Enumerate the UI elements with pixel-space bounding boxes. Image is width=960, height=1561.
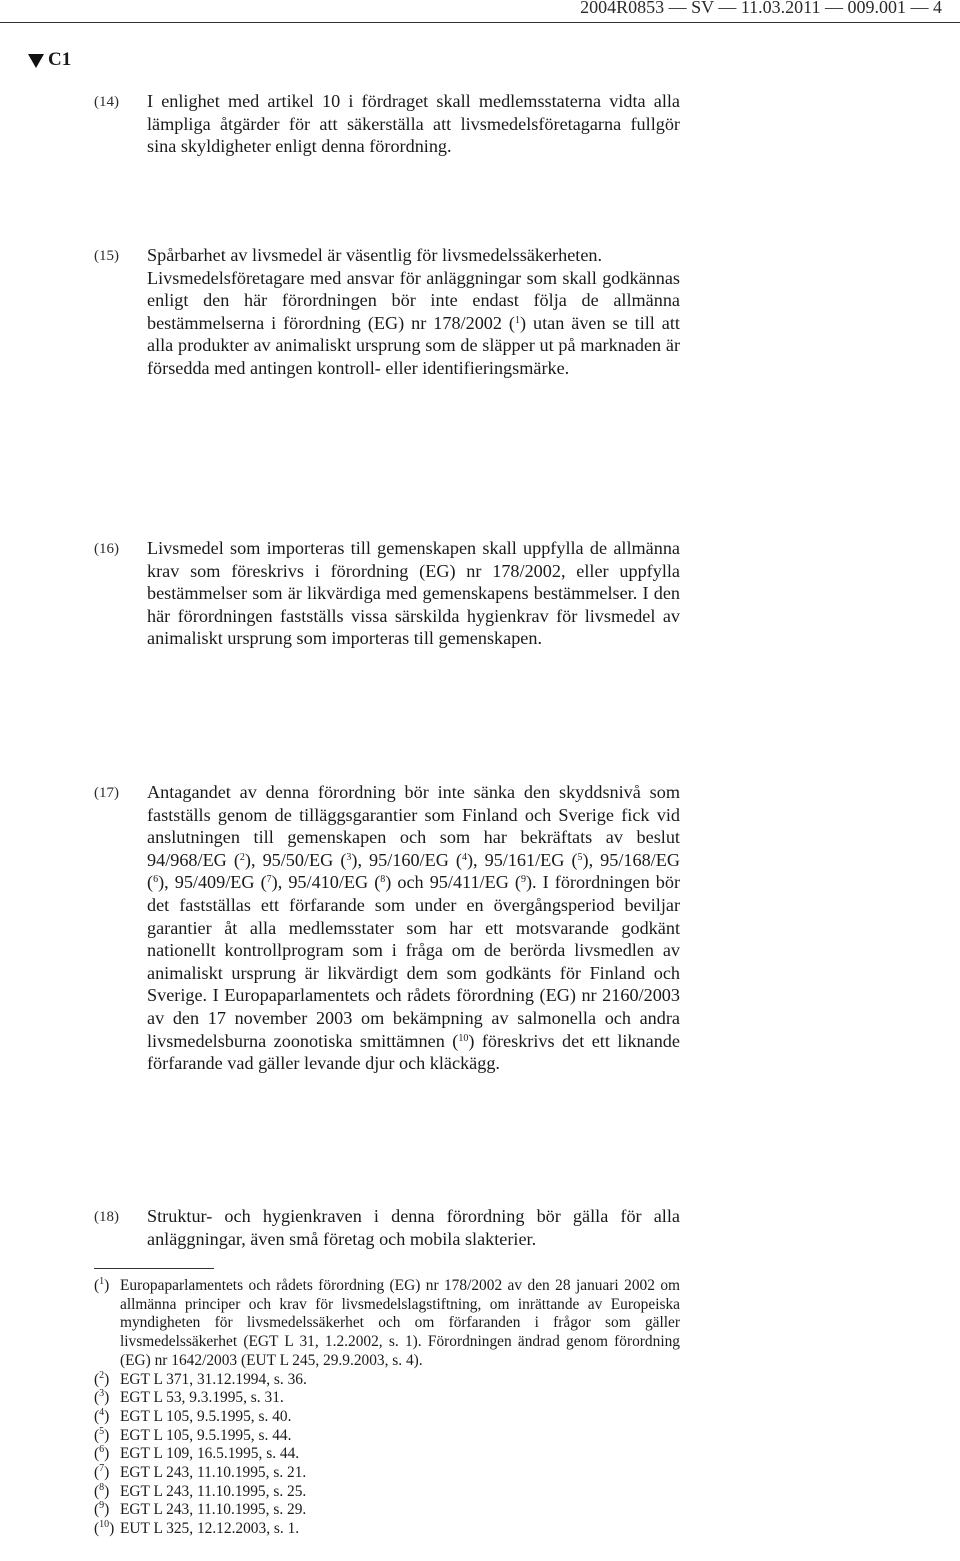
footnote: ($^7$) EGT L 243, 11.10.1995, s. 21. <box>94 1463 307 1482</box>
recital-text <box>147 1205 680 1250</box>
footnote-divider <box>94 1268 214 1269</box>
footnote-ref[interactable]: 5 <box>577 851 583 863</box>
header-divider <box>0 22 960 23</box>
footnote: ($^4$) EGT L 105, 9.5.1995, s. 40. <box>94 1406 292 1425</box>
recital-number: (16) <box>94 541 119 557</box>
footnote-ref[interactable]: 2 <box>239 851 245 863</box>
footnote-ref[interactable]: 9 <box>520 874 526 886</box>
document-reference: 2004R0853 — SV — 11.03.2011 — 009.001 — 4 <box>580 0 942 17</box>
recital-number: (18) <box>94 1209 119 1225</box>
footnote-ref[interactable]: 7 <box>266 874 272 886</box>
footnote-ref[interactable]: 4 <box>461 851 467 863</box>
recital-paragraph: Livsmedel som importeras till gemenskapen skall uppfylla de allmänna krav som föreskrivs i förordning (EG) nr 178/2002, eller uppfylla bestämmelser som är likvärdiga med gemenskapens bestämmelser. I den här förordningen fastställs vissa särskilda hygienkrav för livsmedel av animaliskt ursprung som importeras till gemenskapen. <box>147 538 680 649</box>
footnotes <box>94 1277 680 1539</box>
footnote-ref[interactable]: 6 <box>153 874 159 886</box>
footnote-ref[interactable]: 10 <box>458 1032 469 1044</box>
triangle-down-icon <box>28 54 44 68</box>
footnote-ref[interactable]: 1 <box>514 314 520 326</box>
amendment-marker <box>28 48 71 72</box>
recital-paragraph: Struktur- och hygienkraven i denna förordning bör gälla för alla anläggningar, även små företag och mobila slakterier. <box>147 1206 680 1249</box>
recital-number: (15) <box>94 248 119 264</box>
recital-paragraph: Spårbarhet av livsmedel är väsentlig för livsmedelssäkerheten. <box>147 245 603 265</box>
recital-paragraph: Antagandet av denna förordning bör inte sänka den skyddsnivå som fastställs genom de tilläggsgarantier som Finland och Sverige fick vid anslutningen till gemenskapen och som har bekräftats av beslut 94/968/EG ($^2$), 95/50/EG ($^3$), 95/160/EG ($^4$), 95/161/EG ($^5$), 95/168/EG ($^6$), 95/409/EG ($^7$), 95/410/EG ($^8$) och 95/411/EG ($^9$). I förordningen bör det fastställas ett förfarande som under en övergångsperiod beviljar garantier åt alla medlemsstater som har ett motsvarande godkänt nationellt kontrollprogram som i fråga om de berörda livsmedlen av animaliskt ursprung är likvärdigt dem som godkänts för Finland och Sverige. I Europaparlamentets och rådets förordning (EG) nr 2160/2003 av den 17 november 2003 om bekämpning av salmonella och andra livsmedelsburna zoonotiska smittämnen ($^{10}$) föreskrivs det ett liknande förfarande vad gäller levande djur och kläckägg. <box>147 782 681 1074</box>
recital-number: (17) <box>94 785 119 801</box>
footnote: ($^5$) EGT L 105, 9.5.1995, s. 44. <box>94 1425 292 1444</box>
recital-text <box>147 781 680 1075</box>
footnote: ($^3$) EGT L 53, 9.3.1995, s. 31. <box>94 1388 284 1407</box>
recital-text <box>147 537 680 650</box>
recital-text <box>147 90 680 158</box>
footnote-ref[interactable]: 3 <box>346 851 352 863</box>
recital-text <box>147 244 680 380</box>
amendment-marker-label: C1 <box>48 49 72 70</box>
footnote: ($^{10}$) EUT L 325, 12.12.2003, s. 1. <box>94 1519 300 1538</box>
footnote: ($^1$) Europaparlamentets och rådets förordning (EG) nr 178/2002 av den 28 januari 2002 om allmänna principer och krav för livsmedelslagstiftning, om inrättande av Europeiska myndigheten för livsmedelssäkerhet och om förfaranden i frågor som gäller livsmedelssäkerhet (EGT L 31, 1.2.2002, s. 1). Förordningen ändrad genom förordning (EG) nr 1642/2003 (EUT L 245, 29.9.2003, s. 4). <box>94 1276 680 1369</box>
footnote: ($^6$) EGT L 109, 16.5.1995, s. 44. <box>94 1444 300 1463</box>
recital-number: (14) <box>94 94 119 110</box>
footnote: ($^2$) EGT L 371, 31.12.1994, s. 36. <box>94 1369 307 1388</box>
footnote: ($^9$) EGT L 243, 11.10.1995, s. 29. <box>94 1500 307 1519</box>
recital-paragraph: Livsmedelsföretagare med ansvar för anläggningar som skall godkännas enligt den här förordningen bör inte endast följa de allmänna bestämmelserna i förordning (EG) nr 178/2002 ($^1$) utan även se till att alla produkter av animaliskt ursprung som de släpper ut på marknaden är försedda med antingen kontroll- eller identifieringsmärke. <box>147 267 680 378</box>
recital-paragraph: I enlighet med artikel 10 i fördraget skall medlemsstaterna vidta alla lämpliga åtgärder för att säkerställa att livsmedelsföretagarna fullgör sina skyldigheter enligt denna förordning. <box>147 91 680 157</box>
footnote: ($^8$) EGT L 243, 11.10.1995, s. 25. <box>94 1481 307 1500</box>
footnote-ref[interactable]: 8 <box>380 874 386 886</box>
page-header <box>0 0 960 22</box>
